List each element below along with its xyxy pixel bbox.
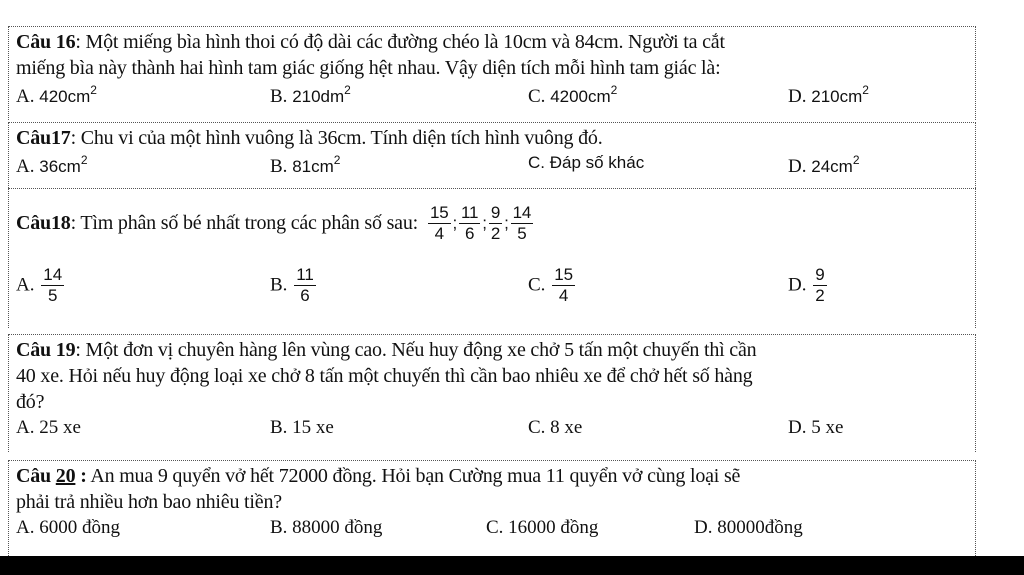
question-17-stem [8,123,976,151]
option-16-c: C. $4200cm^2$ [528,83,618,107]
option-20-d: D. 80000đồng [694,517,803,538]
question-18-label: Câu18 [16,212,71,234]
question-16-stem [8,27,976,81]
option-19-c: C. 8 xe [528,417,583,438]
question-17-line-1: : Chu vi của một hình vuông là 36cm. Tính diện tích hình vuông đó. [70,127,603,149]
option-20-b: B. 88000 đồng [270,517,383,538]
question-19-options [8,415,976,445]
question-18-stem [8,189,976,249]
option-19-a: A. 25 xe [16,417,81,438]
question-18-fractions: $\frac{15}{4}$ ; $\frac{11}{6}$ ; $\frac{9}{2}$ ; $\frac{14}{5}$ [430,202,532,243]
fraction-3: $\frac{9}{2}$ [490,202,501,243]
option-17-d: D. $24cm^2$ [788,153,860,177]
option-17-c: C. Đáp số khác [528,153,645,172]
question-19 [8,334,976,452]
option-20-c: C. 16000 đồng [486,517,599,538]
question-20-options [8,515,976,545]
option-19-d: D. 5 xe [788,417,844,438]
question-18-options [8,255,976,325]
question-20-stem [8,461,976,515]
option-18-d: D. $\frac{9}{2}$ [788,265,825,305]
option-17-a: A. $36cm^2$ [16,153,88,177]
option-16-d: D. $210cm^2$ [788,83,869,107]
question-19-line-2: 40 xe. Hỏi nếu huy động loại xe chở 8 tấn một chuyến thì cần bao nhiêu xe để chở hết số hàng [16,365,753,387]
option-18-a: A. $\frac{14}{5}$ [16,265,63,305]
question-18 [8,188,976,328]
question-20-line-1: An mua 9 quyển vở hết 72000 đồng. Hỏi bạn Cường mua 11 quyển vở cùng loại sẽ [86,465,741,487]
question-20-line-2: phải trả nhiều hơn bao nhiêu tiền? [16,491,282,513]
question-17-label: Câu17 [16,127,71,149]
question-19-label: Câu 19 [16,339,76,361]
question-16-line-2: miếng bìa này thành hai hình tam giác giống hệt nhau. Vậy diện tích mỗi hình tam giác là: [16,57,721,79]
question-16-line-1: : Một miếng bìa hình thoi có độ dài các đường chéo là 10cm và 84cm. Người ta cắt [75,31,725,53]
fraction-1: $\frac{15}{4}$ [430,202,449,243]
question-19-line-3: đó? [16,391,45,413]
option-19-b: B. 15 xe [270,417,334,438]
question-17 [8,122,976,188]
question-20-label: Câu 20 : [16,465,87,487]
option-17-b: B. $81cm^2$ [270,153,341,177]
option-18-b: B. $\frac{11}{6}$ [270,265,314,305]
question-16 [8,26,976,120]
question-16-options [8,81,976,111]
option-18-c: C. $\frac{15}{4}$ [528,265,574,305]
option-16-a: A. $420cm^2$ [16,83,97,107]
question-18-line-1: : Tìm phân số bé nhất trong các phân số sau: [70,212,418,234]
question-19-stem [8,335,976,415]
question-20 [8,460,976,556]
fraction-4: $\frac{14}{5}$ [512,202,532,243]
bottom-black-bar [0,556,1024,575]
option-20-a: A. 6000 đồng [16,517,120,538]
fraction-2: $\frac{11}{6}$ [461,202,479,243]
option-16-b: B. $210dm^2$ [270,83,351,107]
question-16-label: Câu 16 [16,31,76,53]
question-19-line-1: : Một đơn vị chuyên hàng lên vùng cao. Nếu huy động xe chở 5 tấn một chuyến thì cần [75,339,757,361]
question-17-options [8,151,976,181]
